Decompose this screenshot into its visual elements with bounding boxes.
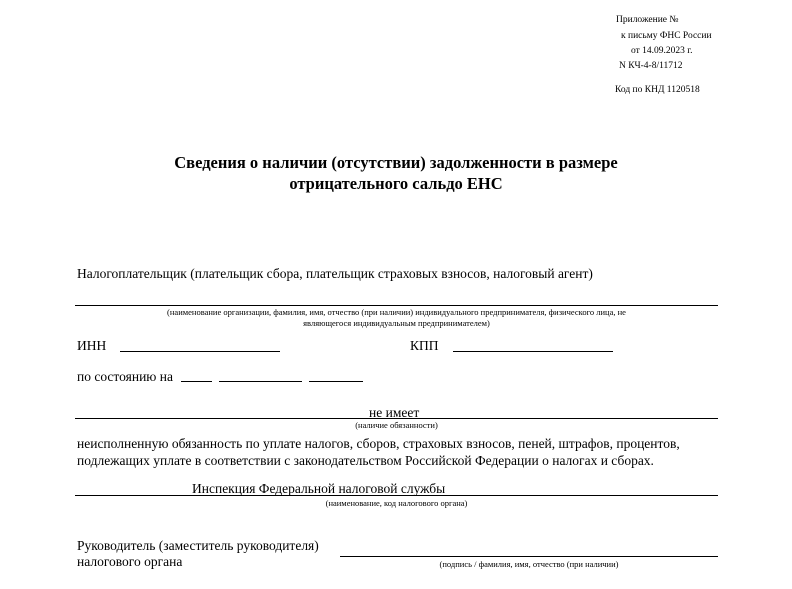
debt-status-value: не имеет xyxy=(369,405,420,420)
head-signature-caption: (подпись / фамилия, имя, отчество (при наличии) xyxy=(439,559,619,569)
knd-code: Код по КНД 1120518 xyxy=(615,85,700,95)
inn-field-line xyxy=(120,351,280,352)
head-label-line2: налогового органа xyxy=(77,554,183,569)
taxpayer-caption-line2: являющегося индивидуальным предпринимателем) xyxy=(303,318,490,328)
letter-number: N КЧ-4-8/11712 xyxy=(619,61,683,71)
as-of-label: по состоянию на xyxy=(77,369,173,384)
obligation-text-line1: неисполненную обязанность по уплате налогов, сборов, страховых взносов, пеней, штрафов, процентов, xyxy=(77,436,680,451)
tax-authority-line xyxy=(75,495,718,496)
kpp-label: КПП xyxy=(410,338,439,353)
letter-date: от 14.09.2023 г. xyxy=(631,46,693,56)
taxpayer-label: Налогоплательщик (плательщик сбора, плательщик страховых взносов, налоговый агент) xyxy=(77,266,593,281)
as-of-month-line xyxy=(219,381,302,382)
tax-authority-caption: (наименование, код налогового органа) xyxy=(325,498,468,508)
appendix-number: Приложение № xyxy=(616,15,679,25)
as-of-year-line xyxy=(309,381,363,382)
debt-status-caption: (наличие обязанности) xyxy=(355,420,438,430)
taxpayer-caption-line1: (наименование организации, фамилия, имя, отчество (при наличии) индивидуального предпринимателя, физического лица, не xyxy=(167,307,626,317)
head-signature-line xyxy=(340,556,718,557)
inn-label: ИНН xyxy=(77,338,107,353)
debt-status-line xyxy=(75,418,718,419)
taxpayer-name-line xyxy=(75,305,718,306)
obligation-text-line2: подлежащих уплате в соответствии с законодательством Российской Федерации о налогах и сборах. xyxy=(77,453,654,468)
kpp-field-line xyxy=(453,351,613,352)
head-label-line1: Руководитель (заместитель руководителя) xyxy=(77,538,319,553)
tax-authority-value: Инспекция Федеральной налоговой службы xyxy=(192,481,446,496)
letter-reference: к письму ФНС России xyxy=(621,31,712,41)
document-title-line1: Сведения о наличии (отсутствии) задолженности в размере xyxy=(174,153,618,172)
document-title-line2: отрицательного сальдо ЕНС xyxy=(289,174,503,193)
as-of-day-line xyxy=(181,381,212,382)
